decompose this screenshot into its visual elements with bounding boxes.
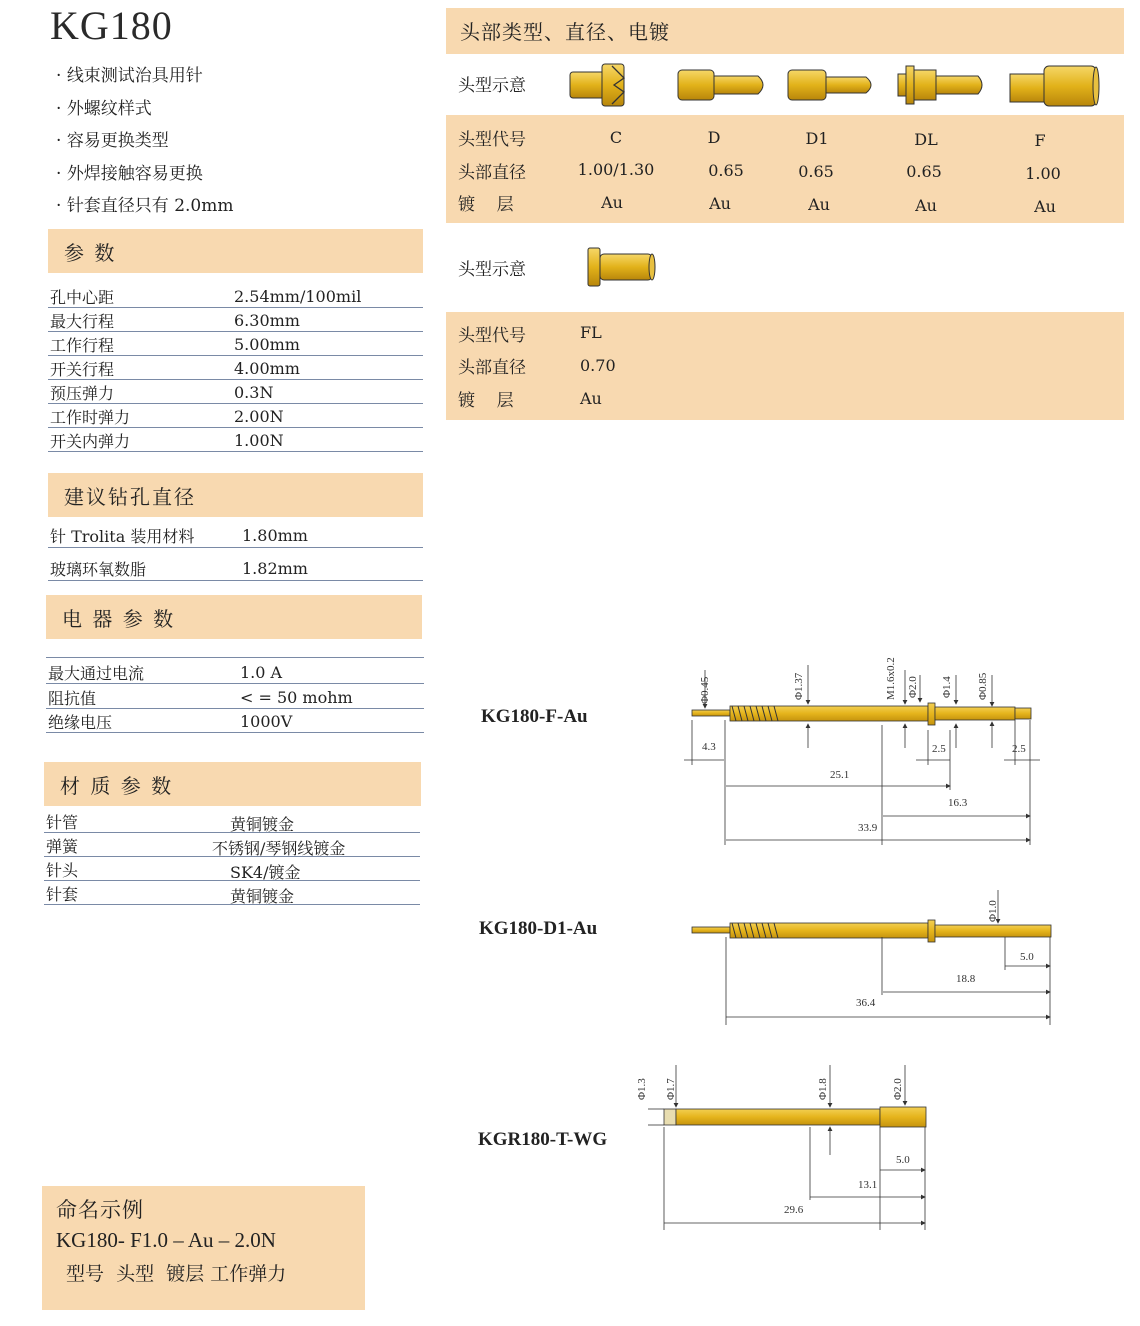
head-plating: Au [1034,197,1056,216]
dim-label: 33.9 [858,822,878,834]
material-value: SK4/镀金 [230,863,301,882]
drill-heading: 建议钻孔直径 [48,473,423,517]
electrical-key: 绝缘电压 [48,713,113,732]
table-row [44,856,420,881]
head-diameter: 1.00 [1025,164,1061,183]
param-value: 2.54mm/100mil [234,287,362,306]
feature-list [56,60,234,223]
dim-label: 29.6 [784,1204,804,1216]
dim-label: 16.3 [948,797,968,809]
table-row [44,880,420,905]
row-label-code: 头型代号 [458,326,526,346]
heads-heading-bar [446,8,1124,54]
row-label-code: 头型代号 [458,130,526,150]
material-key: 针管 [46,813,79,832]
dim-label: M1.6x0.2 [885,657,897,700]
table-row [48,379,423,404]
table-row [44,832,420,857]
probe-drawing-t [636,1065,926,1230]
heads-heading: 头部类型、直径、电镀 [460,20,670,44]
param-key: 最大行程 [50,312,115,331]
table-row [48,331,423,356]
head-diameter: 0.65 [906,162,942,181]
naming-example [42,1186,365,1310]
divider [46,657,424,658]
drill-value: 1.80mm [242,526,308,545]
head-code: C [609,128,623,147]
head-diameter: 0.65 [708,161,744,180]
head-shape-dl [898,66,982,104]
dim-label: 5.0 [1020,951,1034,963]
head-code: D [707,128,721,147]
probe-drawings [620,640,1120,1240]
param-key: 工作行程 [50,336,115,355]
material-value: 黄铜镀金 [230,887,295,906]
table-row [48,555,423,581]
head-code: D1 [805,129,829,148]
dim-label: 18.8 [956,973,976,985]
head-shape-f [1010,66,1099,106]
material-heading: 材 质 参 数 [44,762,421,806]
electrical-heading: 电 器 参 数 [46,595,422,639]
param-value: 1.00N [234,431,284,450]
dim-label: 2.5 [932,743,946,755]
head-shape-c [570,64,624,106]
dim-label: 36.4 [856,997,876,1009]
param-value: 5.00mm [234,335,300,354]
feature-item: · 容易更换类型 [56,125,234,158]
electrical-value: 1.0 A [240,663,283,682]
param-value: 4.00mm [234,359,300,378]
fl-table-bar [446,312,1124,420]
head-shapes [560,58,1120,114]
probe-drawing-d1 [692,890,1051,1025]
feature-item: · 外螺纹样式 [56,93,234,126]
product-title: KG180 [50,3,173,48]
param-key: 开关行程 [50,360,115,379]
fl-code: FL [580,323,602,342]
head-plating: Au [915,196,937,215]
head-shape-fl [584,244,660,290]
table-row [48,522,423,548]
dim-label: 4.3 [702,741,716,753]
material-value: 不锈钢/琴钢线镀金 [212,839,346,858]
naming-title: 命名示例 [56,1198,144,1222]
row-label-diameter: 头部直径 [458,358,526,378]
dim-label: 25.1 [830,769,850,781]
head-plating: Au [709,194,731,213]
head-diameter: 0.65 [798,162,834,181]
material-key: 针头 [46,861,79,880]
table-row [44,808,420,833]
head-code: F [1034,131,1046,150]
dim-label: Φ1.4 [941,676,953,698]
electrical-value: 1000V [240,712,293,731]
param-key: 开关内弹力 [50,432,131,451]
param-key: 孔中心距 [50,288,115,307]
fl-plating: Au [580,389,602,408]
row-label-plating: 镀 层 [458,391,514,411]
dim-label: Φ1.3 [636,1078,648,1100]
table-row [46,684,424,709]
material-key: 针套 [46,885,79,904]
param-key: 预压弹力 [50,384,115,403]
dim-label: 5.0 [896,1154,910,1166]
table-row [46,708,424,733]
table-row [46,659,424,684]
table-row [48,355,423,380]
shape-label-2: 头型示意 [458,260,526,280]
electrical-key: 最大通过电流 [48,664,145,683]
params-heading: 参 数 [48,229,423,273]
dim-label: Φ1.37 [793,672,805,700]
table-row [48,403,423,428]
head-plating: Au [808,195,830,214]
feature-item: · 线束测试治具用针 [56,60,234,93]
dim-label: Φ2.0 [907,676,919,698]
param-value: 2.00N [234,407,284,426]
dim-label: 13.1 [858,1179,878,1191]
head-code: DL [914,130,938,149]
param-value: 6.30mm [234,311,300,330]
row-label-plating: 镀 层 [458,195,514,215]
table-row [48,307,423,332]
material-key: 弹簧 [46,837,79,856]
drill-key: 玻璃环氧数脂 [50,560,147,579]
dim-label: Φ0.45 [699,676,711,704]
naming-legend: 型号 头型 镀层 工作弹力 [66,1263,287,1285]
dim-label: 2.5 [1012,743,1026,755]
row-label-diameter: 头部直径 [458,163,526,183]
table-row [48,427,423,452]
dim-label: Φ2.0 [892,1078,904,1100]
electrical-key: 阻抗值 [48,689,97,708]
shape-label: 头型示意 [458,76,526,96]
feature-item: · 针套直径只有 2.0mm [56,190,234,223]
probe-drawing-f [684,657,1040,845]
probe-label: KGR180-T-WG [478,1129,608,1150]
dim-label: Φ1.8 [817,1078,829,1100]
head-plating: Au [601,193,623,212]
param-value: 0.3N [234,383,274,402]
drill-value: 1.82mm [242,559,308,578]
dim-label: Φ0.85 [977,672,989,700]
probe-label: KG180-F-Au [481,706,588,727]
head-diameter: 1.00/1.30 [577,160,655,179]
naming-code: KG180- F1.0 – Au – 2.0N [56,1228,276,1252]
head-shape-d1 [788,70,871,100]
head-shape-d [678,70,763,100]
param-key: 工作时弹力 [50,408,131,427]
dim-label: Φ1.7 [665,1078,677,1100]
electrical-value: < = 50 mohm [240,688,353,707]
material-value: 黄铜镀金 [230,815,295,834]
feature-item: · 外焊接触容易更换 [56,158,234,191]
table-row [48,283,423,308]
dim-label: Φ1.0 [987,900,999,922]
probe-label: KG180-D1-Au [479,918,598,939]
drill-key: 针 Trolita 装用材料 [50,527,195,546]
fl-diameter: 0.70 [580,356,616,375]
